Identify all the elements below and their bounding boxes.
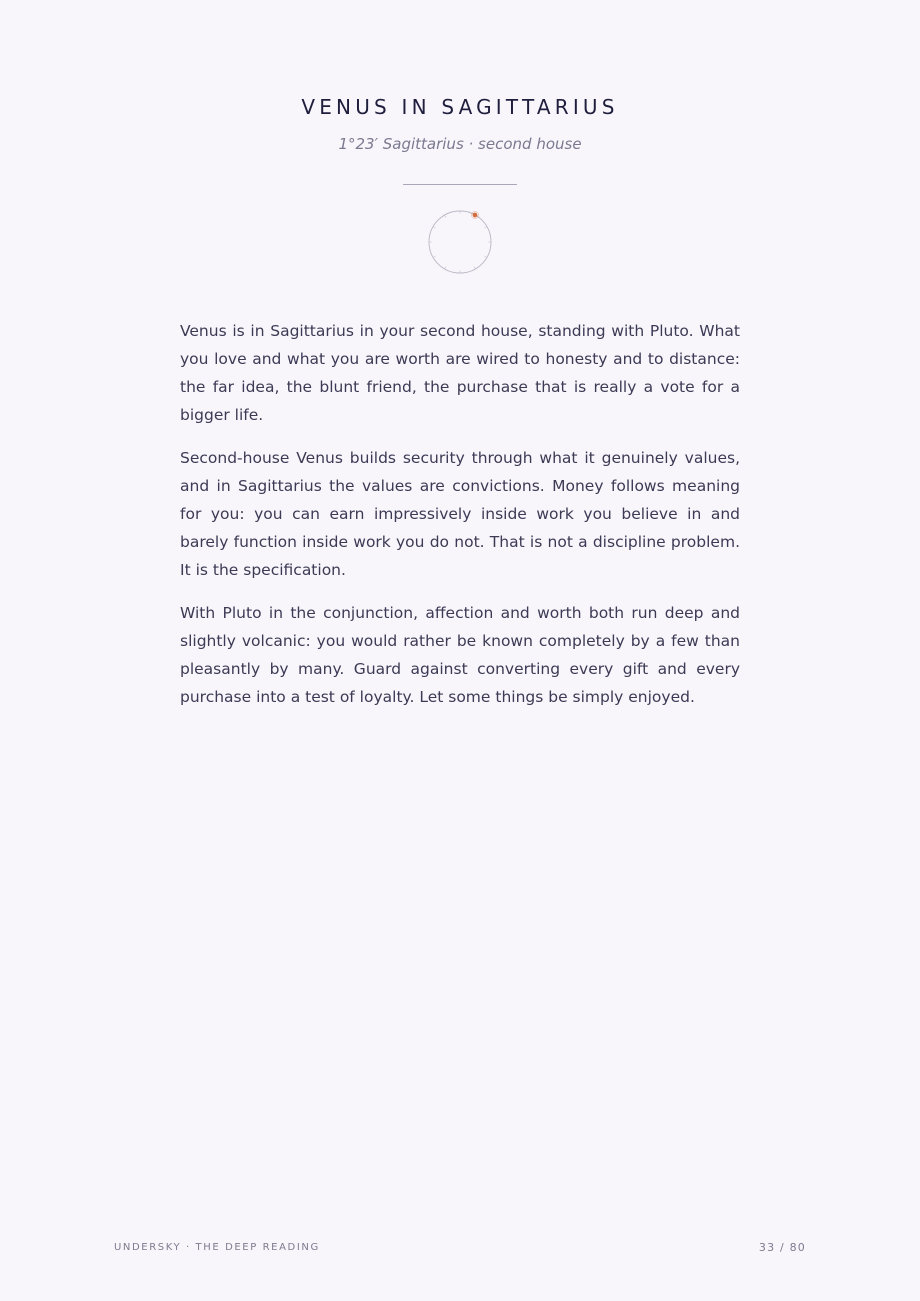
- venus-marker: [473, 213, 478, 218]
- page-subtitle: 1°23′ Sagittarius · second house: [338, 135, 582, 153]
- body-paragraph: With Pluto in the conjunction, affection and worth both run deep and slightly volcanic: you would rather be known completely by a few than pleasantly by many. Guard against converting every gift and every purchase into a test of loyalty. Let some things be simply enjoyed.: [180, 604, 740, 706]
- page-number: 33 / 80: [758, 1241, 806, 1254]
- title-divider: [403, 184, 517, 185]
- body-paragraph: Venus is in Sagittarius in your second house, standing with Pluto. What you love and what you are worth are wired to honesty and to distance: the far idea, the blunt friend, the purchase that is really a vote for a bigger life.: [180, 322, 740, 424]
- reading-body: [180, 317, 740, 726]
- zodiac-wheel-icon: [427, 209, 493, 275]
- page-title: VENUS IN SAGITTARIUS: [301, 95, 619, 119]
- body-paragraph: Second-house Venus builds security through what it genuinely values, and in Sagittarius the values are convictions. Money follows meaning for you: you can earn impressively inside work you believe in and barely function inside work you do not. That is not a discipline problem. It is the specification.: [180, 449, 740, 579]
- footer-brand: UNDERSKY · THE DEEP READING: [114, 1242, 320, 1253]
